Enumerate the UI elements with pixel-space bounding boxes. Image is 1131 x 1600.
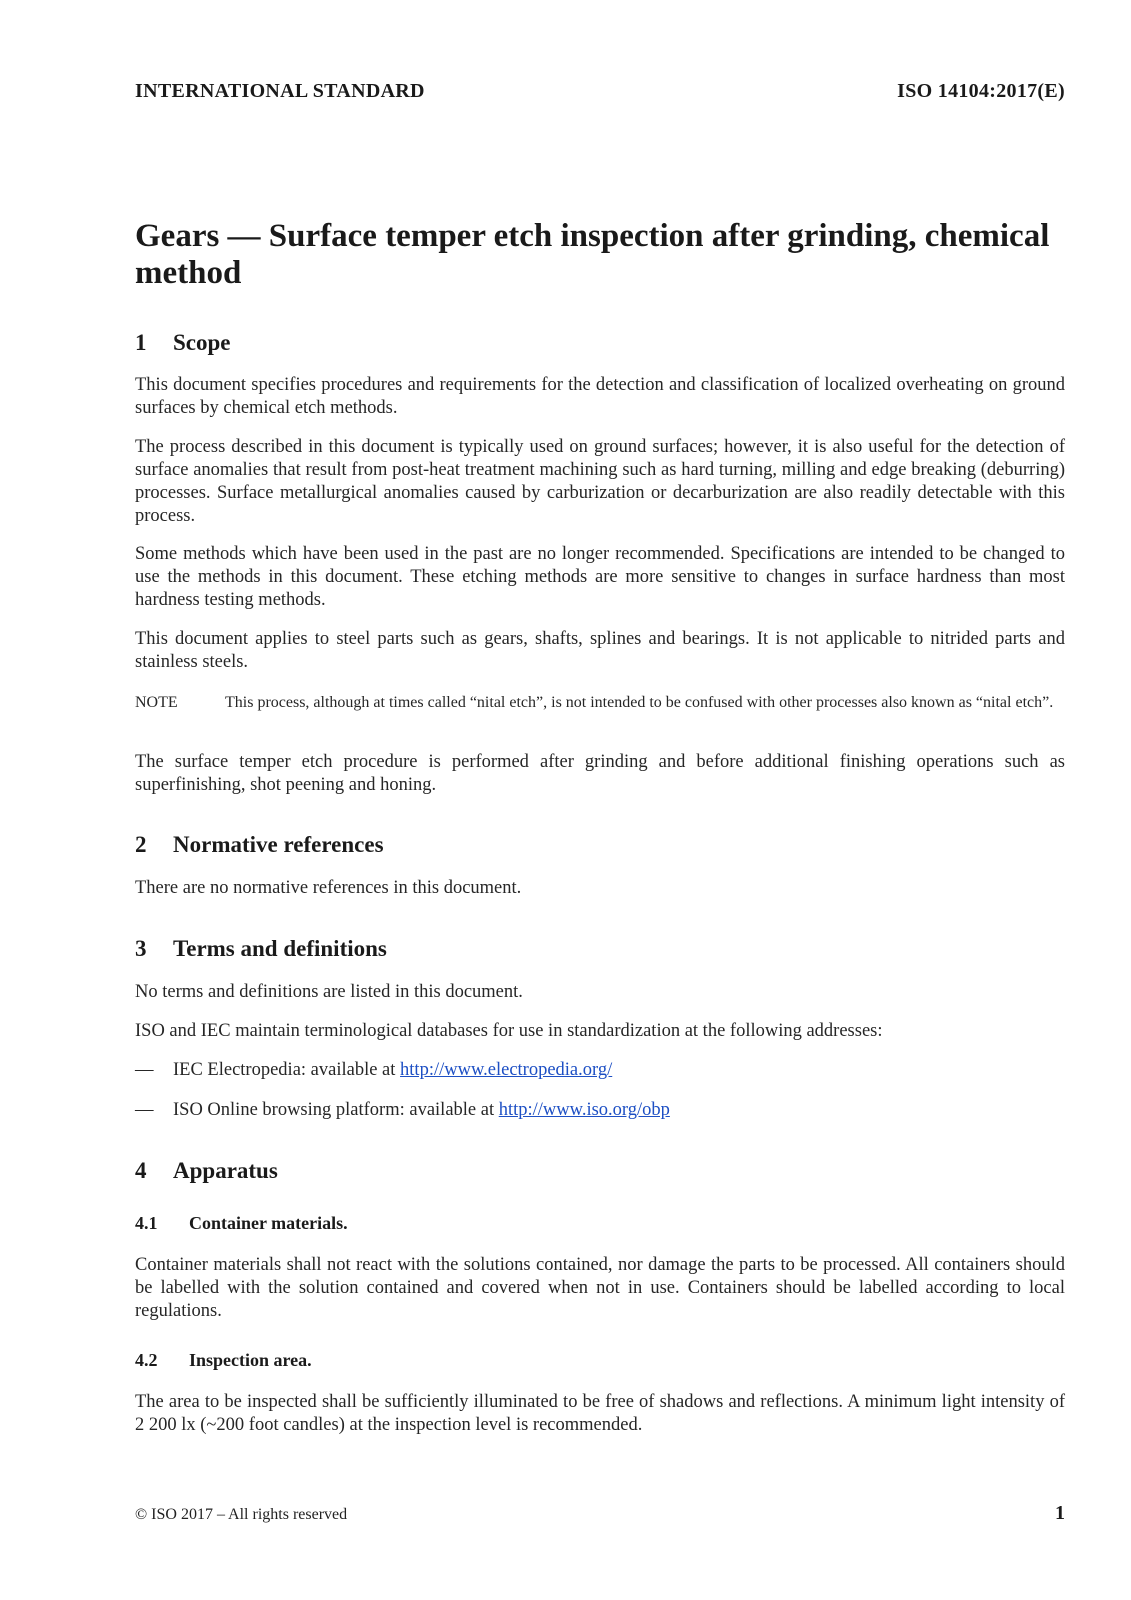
section-apparatus: [135, 1158, 1065, 1184]
scope-paragraph-1-wrap: [135, 374, 1065, 420]
terms-text: No terms and definitions are listed in this document.: [135, 982, 523, 1002]
iso-obp-link[interactable]: http://www.iso.org/obp: [498, 1100, 670, 1120]
scope-paragraph: The surface temper etch procedure is performed after grinding and before additional finishing operations such as superfinishing, shot peening and honing.: [135, 752, 1065, 795]
copyright-notice: © ISO 2017 – All rights reserved: [135, 1506, 348, 1523]
page-footer: [135, 1502, 1065, 1525]
terms-text-1-wrap: [135, 981, 1065, 1004]
container-text: Container materials shall not react with the solutions contained, nor damage the parts to be processed. All containers should be labelled with the solution contained and covered when not in use. Containers should be labelled according to local regulations.: [135, 1255, 1065, 1321]
scope-paragraph-3-wrap: [135, 543, 1065, 612]
scope-paragraph: This document applies to steel parts such as gears, shafts, splines and bearings. It is not applicable to nitrided parts and stainless steels.: [135, 629, 1065, 672]
scope-note-wrap: [135, 692, 1065, 713]
list-item: — IEC Electropedia: available at http://www.electropedia.org/: [135, 1060, 613, 1080]
note-label: NOTE: [135, 694, 178, 711]
terms-text-2-wrap: [135, 1020, 1065, 1043]
standard-number: ISO 14104:2017(E): [897, 80, 1065, 102]
page-number: 1: [1055, 1502, 1065, 1524]
section-terms-definitions: [135, 936, 1065, 962]
dash-bullet: —: [135, 1060, 154, 1080]
scope-paragraph-4-wrap: [135, 628, 1065, 674]
electropedia-link[interactable]: http://www.electropedia.org/: [400, 1060, 613, 1080]
section-scope: [135, 330, 1065, 356]
inspection-text-wrap: [135, 1391, 1065, 1437]
subsection-container-materials: [135, 1213, 1065, 1234]
running-header: [135, 80, 1065, 103]
normative-text: There are no normative references in this document.: [135, 878, 522, 898]
document-title: Gears — Surface temper etch inspection after grinding, chemical method: [135, 218, 1050, 291]
scope-paragraph: The process described in this document is typically used on ground surfaces; however, it is also useful for the detection of surface anomalies that result from post-heat treatment machining such as hard turning, milling and edge breaking (deburring) processes. Surface metallurgical anomalies caused by carburization or decarburization are also readily detectable with this process.: [135, 437, 1065, 526]
note-text: This process, although at times called “nital etch”, is not intended to be confused with other processes also known as “nital etch”.: [225, 694, 1054, 711]
scope-final-wrap: [135, 751, 1065, 797]
section-heading: 3 Terms and definitions: [135, 936, 387, 961]
subsection-inspection-area: [135, 1350, 1065, 1371]
scope-paragraph: Some methods which have been used in the past are no longer recommended. Specifications are intended to be changed to use the methods in this document. These etching methods are more sensitive to changes in surface hardness than most hardness testing methods.: [135, 544, 1065, 610]
section-heading: 1 Scope: [135, 330, 231, 355]
terms-text: ISO and IEC maintain terminological databases for use in standardization at the following addresses:: [135, 1021, 883, 1041]
inspection-text: The area to be inspected shall be sufficiently illuminated to be free of shadows and reflections. A minimum light intensity of 2 200 lx (~200 foot candles) at the inspection level is recommended.: [135, 1392, 1065, 1435]
scope-paragraph-2-wrap: [135, 436, 1065, 528]
section-normative-references: [135, 832, 1065, 858]
scope-note: [135, 692, 1065, 713]
normative-text-wrap: [135, 877, 1065, 900]
subsection-heading: 4.1 Container materials.: [135, 1213, 348, 1233]
section-heading: 4 Apparatus: [135, 1158, 278, 1183]
scope-paragraph: This document specifies procedures and requirements for the detection and classification of localized overheating on ground surfaces by chemical etch methods.: [135, 375, 1065, 418]
list-item: — ISO Online browsing platform: available at http://www.iso.org/obp: [135, 1100, 670, 1120]
container-text-wrap: [135, 1254, 1065, 1323]
subsection-heading: 4.2 Inspection area.: [135, 1350, 312, 1370]
document-type: INTERNATIONAL STANDARD: [135, 80, 425, 102]
dash-bullet: —: [135, 1100, 154, 1120]
section-heading: 2 Normative references: [135, 832, 384, 857]
